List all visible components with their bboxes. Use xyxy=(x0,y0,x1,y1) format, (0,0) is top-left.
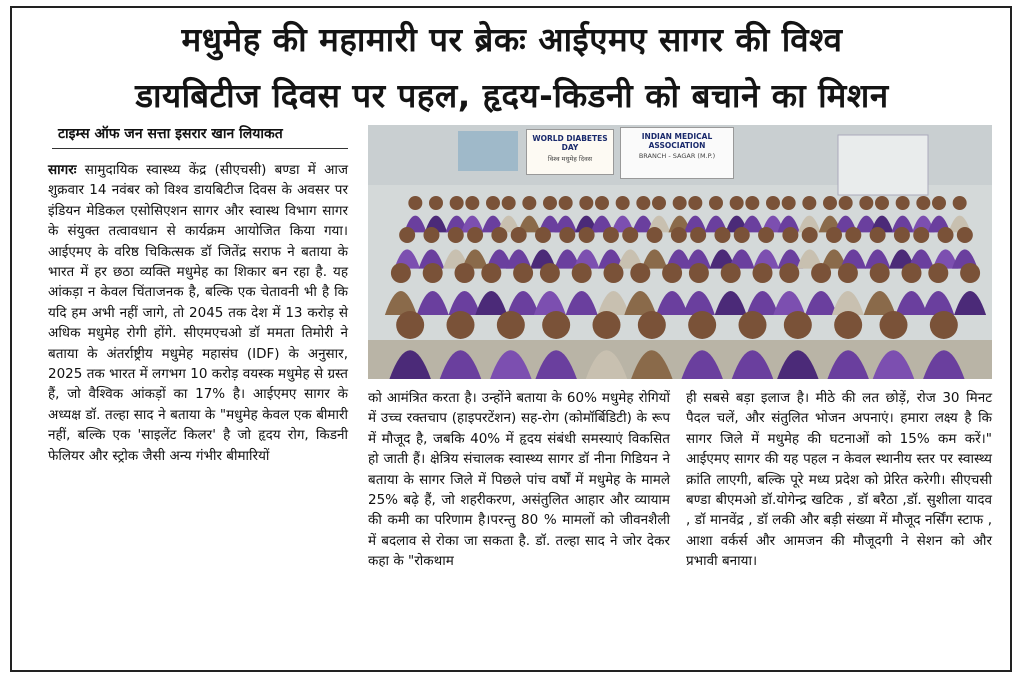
person-head xyxy=(542,311,570,339)
person-head xyxy=(559,196,573,210)
person-head xyxy=(543,196,557,210)
person-head xyxy=(932,196,946,210)
dateline: सागरः xyxy=(48,162,77,178)
person-head xyxy=(930,311,958,339)
person-head xyxy=(721,263,741,283)
byline-rule xyxy=(52,148,348,149)
person-head xyxy=(870,263,890,283)
person-head xyxy=(758,227,774,243)
person-head xyxy=(730,196,744,210)
person-head xyxy=(673,196,687,210)
person-head xyxy=(604,263,624,283)
person-head xyxy=(579,196,593,210)
person-head xyxy=(916,196,930,210)
person-head xyxy=(396,311,424,339)
person-head xyxy=(423,227,439,243)
person-head xyxy=(688,196,702,210)
person-head xyxy=(928,263,948,283)
banner-left-title: WORLD DIABETES DAY xyxy=(532,134,608,152)
person-head xyxy=(880,311,908,339)
person-head xyxy=(450,196,464,210)
person-head xyxy=(953,196,967,210)
person-head xyxy=(513,263,533,283)
person-head xyxy=(960,263,980,283)
person-head xyxy=(486,196,500,210)
person-head xyxy=(875,196,889,210)
person-head xyxy=(481,263,501,283)
headline-line-2: डायबिटीज दिवस पर पहल, हृदय-किडनी को बचाने का मिशन xyxy=(135,76,889,115)
person-head xyxy=(572,263,592,283)
person-head xyxy=(622,227,638,243)
person-head xyxy=(447,311,475,339)
person-head xyxy=(826,227,842,243)
person-head xyxy=(913,227,929,243)
person-head xyxy=(782,196,796,210)
person-head xyxy=(636,196,650,210)
person-head xyxy=(902,263,922,283)
byline: टाइम्स ऑफ जन सत्ता इसरार खान लियाकत xyxy=(58,126,283,142)
person-head xyxy=(595,196,609,210)
person-head xyxy=(391,263,411,283)
person-head xyxy=(784,311,812,339)
person-head xyxy=(802,227,818,243)
person-head xyxy=(662,263,682,283)
person-head xyxy=(502,196,516,210)
person-head xyxy=(690,227,706,243)
person-head xyxy=(638,311,666,339)
person-head xyxy=(652,196,666,210)
person-head xyxy=(511,227,527,243)
person-head xyxy=(467,227,483,243)
person-head xyxy=(647,227,663,243)
banner-right-subtitle: BRANCH - SAGAR (M.P.) xyxy=(638,152,716,160)
ima-banner xyxy=(620,127,734,179)
person-head xyxy=(429,196,443,210)
person-head xyxy=(896,196,910,210)
article-column-2 xyxy=(368,388,670,572)
person-head xyxy=(766,196,780,210)
person-head xyxy=(845,227,861,243)
person-head xyxy=(579,227,595,243)
person-head xyxy=(782,227,798,243)
person-head xyxy=(859,196,873,210)
column-2-text: को आमंत्रित करता है। उन्होंने बताया के 60% मधुमेह रोगियों में उच्च रक्तचाप (हाइपरटेंशन) सह-रोग (कोमॉर्बिडिटी) के रूप में मौजूद है, जबकि 40% में हृदय संबंधी समस्याएं विकसित हो जाती हैं। क्षेत्रिय संचालक स्वास्थ्य सागर डॉ नीना गिडियन ने बताया के सागर जिले में पिछले पांच वर्षों में मधुमेह के मामले 25% बढ़े हैं, जो शहरीकरण, असंतुलित आहार और व्यायाम की कमी का परिणाम है।परन्तु 80 % मामलों को जीवनशैली में बदलाव से रोका जा सकता है. डॉ. तल्हा साद ने जोर देकर कहा के "रोकथाम xyxy=(368,390,670,570)
person-head xyxy=(894,227,910,243)
person-head xyxy=(823,196,837,210)
article-column-1 xyxy=(48,160,348,466)
person-head xyxy=(779,263,799,283)
banner-left-subtitle: विश्व मधुमेह दिवस xyxy=(547,155,593,163)
person-head xyxy=(838,263,858,283)
person-head xyxy=(739,311,767,339)
person-head xyxy=(802,196,816,210)
person-head xyxy=(540,263,560,283)
person-head xyxy=(593,311,621,339)
person-head xyxy=(603,227,619,243)
column-1-text: सामुदायिक स्वास्थ्य केंद्र (सीएचसी) बण्डा में आज शुक्रवार 14 नवंबर को विश्व डायबिटीज दिवस के अवसर पर इंडियन मेडिकल एसोसिएशन सागर और स्वास्थ विभाग सागर के संयुक्त तत्वावधान से कार्यक्रम आयोजित किया गया। आईएमए के वरिष्ठ चिकित्सक डॉ जितेंद्र सराफ ने बताया के भारत में हर छठा व्यक्ति मधुमेह का शिकार बन रहा है. यह आंकड़ा न केवल चिंताजनक है, बल्कि एक चेतावनी भी है कि यदि हम अभी नहीं जागे, तो 2045 तक देश में 13 करोड़ से अधिक मधुमेह रोगी होंगे. सीएमएचओ डॉ ममता तिमोरी ने बताया के अंतर्राष्ट्रीय मधुमेह महासंघ (IDF) के अनुसार, 2025 तक भारत में लगभग 10 करोड़ वयस्क मधुमेह से ग्रस्त हैं, जो वैश्विक आंकड़ों का 17% है। आईएमए सागर के अध्यक्ष डॉ. तल्हा साद ने बताया के "मधुमेह केवल एक बीमारी नहीं, बल्कि एक 'साइलेंट किलर' है जो हृदय रोग, किडनी फेलियर और स्ट्रोक जैसी अन्य गंभीर बीमारियों xyxy=(48,162,348,464)
person-head xyxy=(423,263,443,283)
person-head xyxy=(689,263,709,283)
person-head xyxy=(734,227,750,243)
banner-right-title: INDIAN MEDICAL ASSOCIATION xyxy=(641,132,713,150)
column-3-text: ही सबसे बड़ा इलाज है। मीठे की लत छोड़ें, रोज 30 मिनट पैदल चलें, और संतुलित भोजन अपनाएं। हमारा लक्ष्य है कि सागर जिले में मधुमेह की घटनाओं को 15% कम करें।" आईएमए सागर की यह पहल न केवल स्थानीय स्तर पर स्वास्थ्य क्रांति लाएगी, बल्कि पूरे मध्य प्रदेश को प्रेरित करेगी। सीएचसी बण्डा बीएमओ डॉ.योगेन्द्र खटिक , डॉ बरैठा ,डॉ. सुशीला यादव , डॉ मानवेंद्र , डॉ लकी और बड़ी संख्या में मौजूद नर्सिंग स्टाफ , आशा वर्कर्स और आमजन की मौजूदगी ने सेशन को और प्रभावी बनाया। xyxy=(686,390,992,570)
person-head xyxy=(957,227,973,243)
person-head xyxy=(753,263,773,283)
person-head xyxy=(559,227,575,243)
event-group-photo xyxy=(368,125,992,379)
person-head xyxy=(688,311,716,339)
person-head xyxy=(399,227,415,243)
person-head xyxy=(465,196,479,210)
article-column-3 xyxy=(686,388,992,572)
person-head xyxy=(448,227,464,243)
person-head xyxy=(491,227,507,243)
person-head xyxy=(522,196,536,210)
person-head xyxy=(497,311,525,339)
person-head xyxy=(811,263,831,283)
person-head xyxy=(709,196,723,210)
person-head xyxy=(834,311,862,339)
headline-line-1: मधुमेह की महामारी पर ब्रेकः आईएमए सागर की विश्व xyxy=(181,20,843,59)
person-head xyxy=(714,227,730,243)
world-diabetes-day-banner xyxy=(526,129,614,175)
person-head xyxy=(408,196,422,210)
person-head xyxy=(839,196,853,210)
person-head xyxy=(535,227,551,243)
person-head xyxy=(938,227,954,243)
person-head xyxy=(671,227,687,243)
person-head xyxy=(616,196,630,210)
person-head xyxy=(630,263,650,283)
person-head xyxy=(870,227,886,243)
person-head xyxy=(745,196,759,210)
person-head xyxy=(455,263,475,283)
